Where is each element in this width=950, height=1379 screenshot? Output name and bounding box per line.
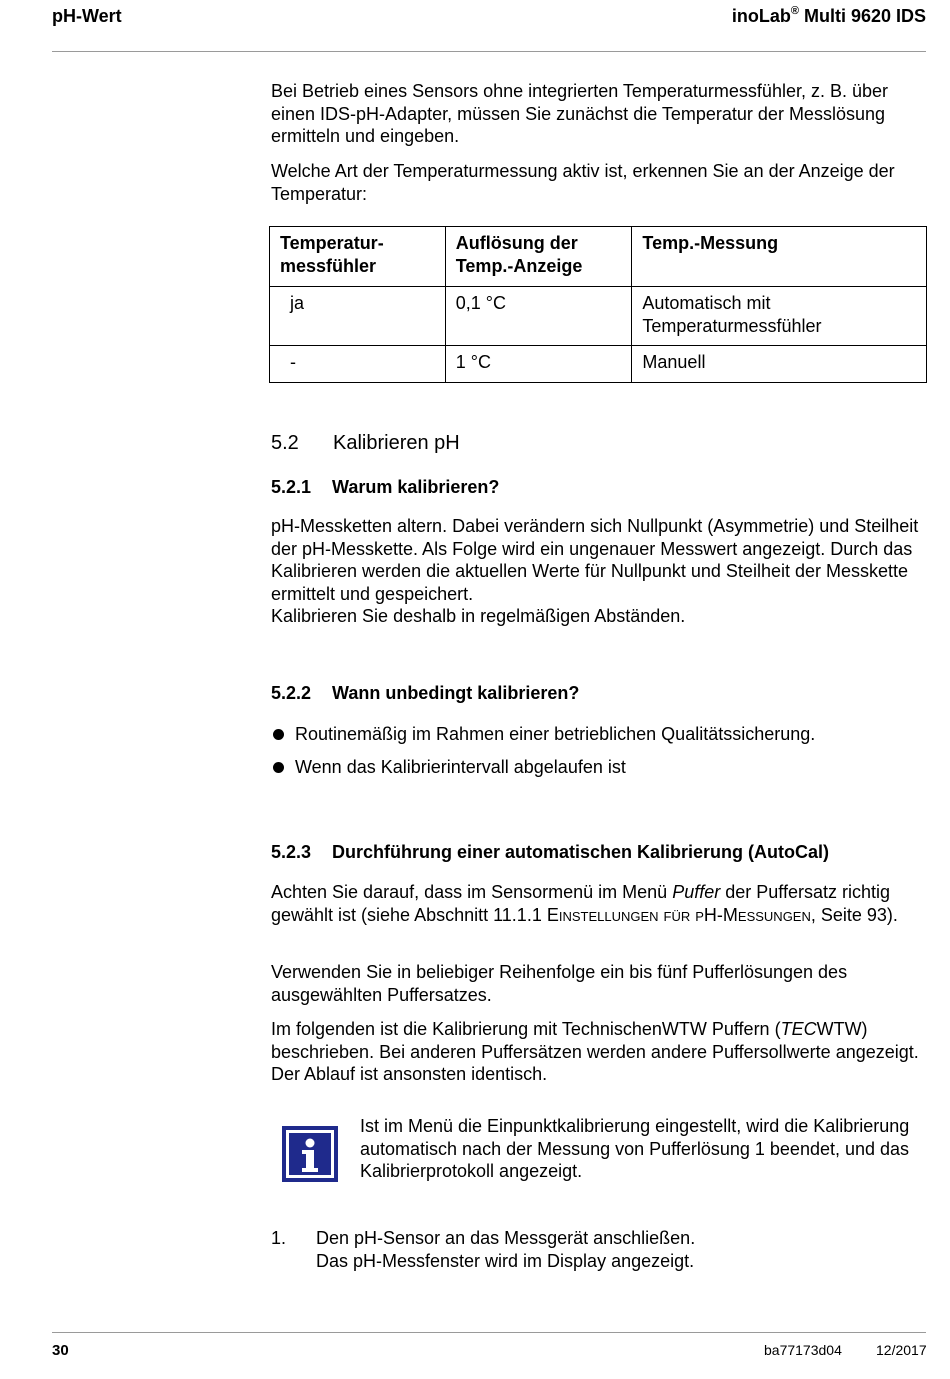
section-title: Durchführung einer automatischen Kalibrierung (AutoCal) [332, 842, 830, 862]
table-row [270, 346, 927, 383]
footer-rule [52, 1332, 926, 1333]
section-number: 5.2.1 [271, 477, 312, 497]
section-heading-5-2-1 [271, 477, 499, 498]
section-heading-5-2 [271, 432, 460, 455]
section-title: Wann unbedingt kalibrieren? [332, 683, 580, 703]
step-action: Den pH-Sensor an das Messgerät anschließen. [316, 1228, 696, 1248]
list-item: Routinemäßig im Rahmen einer betrieblichen Qualitätssicherung. [273, 724, 815, 745]
info-note-text: Ist im Menü die Einpunktkalibrierung eingestellt, wird die Kalibrierung automatisch nach der Messung von Pufferlösung 1 beendet, und das Kalibrierprotokoll angezeigt. [360, 1116, 910, 1182]
running-header-left: pH-Wert [52, 6, 122, 26]
table-header-row [270, 227, 927, 287]
step-number: 1. [271, 1228, 287, 1248]
table-header-cell: Temperatur-messfühler [270, 227, 446, 287]
autocal-paragraph-1: Achten Sie darauf, dass im Sensormenü im Menü Puffer der Puffersatz richtig gewählt ist (siehe Abschnitt 11.1.1 Einstellungen für pH-Messungen, Seite 93). [271, 882, 898, 925]
table-cell: 1 °C [445, 346, 632, 383]
document-number: ba77173d04 [764, 1342, 842, 1358]
brand-name: inoLab [731, 6, 791, 26]
section-title: Warum kalibrieren? [332, 477, 500, 497]
section-heading-5-2-3 [271, 842, 829, 863]
section-title: Kalibrieren pH [333, 432, 460, 454]
autocal-paragraph-2: Verwenden Sie in beliebiger Reihenfolge ein bis fünf Pufferlösungen des ausgewählten Puffersatzes. [271, 962, 848, 1005]
section-number: 5.2.3 [271, 842, 312, 862]
table-cell: - [270, 346, 446, 383]
info-icon [282, 1126, 338, 1182]
why-calibrate-paragraph: pH-Messketten altern. Dabei verändern sich Nullpunkt (Asymmetrie) und Steilheit der pH-Messkette. Als Folge wird ein ungenauer Messwert angezeigt. Durch das Kalibrieren werden die aktuellen Werte für Nullpunkt und Steilheit der Messkette ermittelt und gespeichert. Kalibrieren Sie deshalb in regelmäßigen Abständen. [271, 516, 919, 627]
step-text [316, 1227, 916, 1272]
table-cell: Automatisch mit Temperaturmessfühler [632, 287, 927, 346]
table-header-cell: Auflösung der Temp.-Anzeige [445, 227, 632, 287]
section-number: 5.2.2 [271, 683, 312, 703]
step-result: Das pH-Messfenster wird im Display angezeigt. [316, 1250, 695, 1271]
autocal-paragraph-3: Im folgenden ist die Kalibrierung mit TechnischenWTW Puffern (TECWTW) beschrieben. Bei anderen Puffersätzen werden andere Puffersollwerte angezeigt. Der Ablauf ist ansonsten identisch. [271, 1019, 919, 1085]
section-number: 5.2 [271, 432, 299, 454]
document-date: 12/2017 [876, 1342, 927, 1358]
registered-mark: ® [790, 5, 799, 17]
list-item: Wenn das Kalibrierintervall abgelaufen ist [273, 757, 626, 778]
table-cell: 0,1 °C [445, 287, 632, 346]
cross-reference: Einstellungen für pH-Messungen [546, 904, 811, 925]
table-cell: Manuell [632, 346, 927, 383]
bullet-icon [273, 729, 284, 740]
menu-name: Puffer [672, 882, 721, 902]
table-header-cell: Temp.-Messung [632, 227, 927, 287]
section-heading-5-2-2 [271, 683, 579, 704]
table-row [270, 287, 927, 346]
bullet-icon [273, 762, 284, 773]
table-cell: ja [270, 287, 446, 346]
temperature-table [269, 226, 927, 383]
intro-paragraph-2: Welche Art der Temperaturmessung aktiv ist, erkennen Sie an der Anzeige der Temperatur: [271, 161, 895, 204]
header-rule [52, 51, 926, 52]
page-number: 30 [52, 1342, 69, 1359]
intro-paragraph-1: Bei Betrieb eines Sensors ohne integrierten Temperaturmessfühler, z. B. über einen IDS-pH-Adapter, müssen Sie zunächst die Temperatur der Messlösung ermitteln und eingeben. [271, 81, 889, 147]
buffer-set-abbrev: TEC [780, 1019, 817, 1039]
running-header-right [732, 6, 926, 27]
model-name: Multi 9620 IDS [798, 6, 926, 26]
